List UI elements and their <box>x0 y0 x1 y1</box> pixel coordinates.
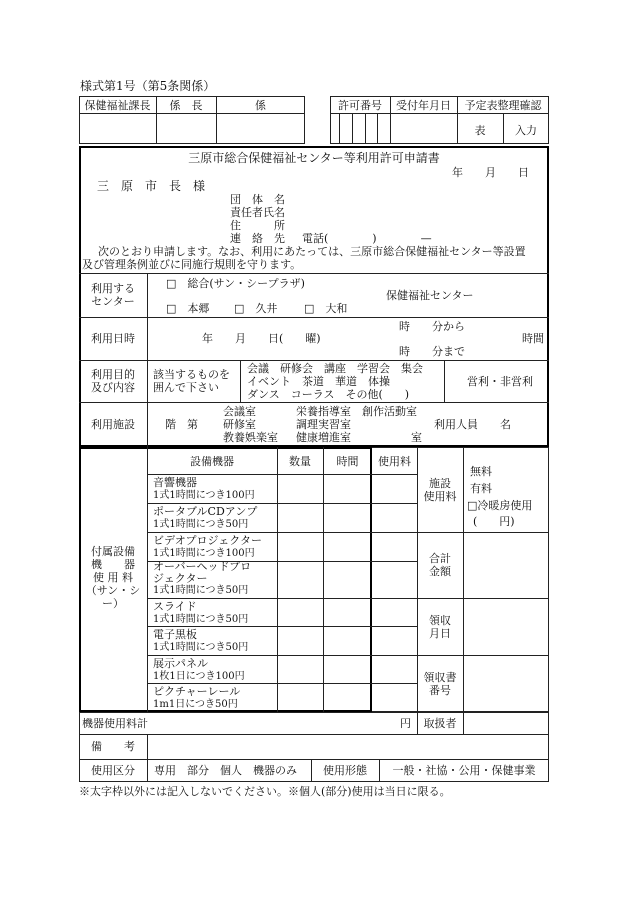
usage-category-options[interactable]: 専用 部分 個人 機器のみ <box>154 764 297 777</box>
purpose-options-3[interactable]: ダンス コーラス その他( ) <box>247 388 410 401</box>
aircon-checkbox[interactable]: □冷暖房使用 <box>467 499 533 512</box>
equipment-fee-label: 付属設備 機 器 使 用 料 （サン・シ ー） <box>85 545 141 610</box>
floor-field[interactable]: 階 第 <box>165 418 198 431</box>
total-amount-label: 合計 金額 <box>429 552 451 578</box>
col-fee: 使用料 <box>378 455 411 468</box>
usage-date-field[interactable]: 年 月 日( 曜) <box>202 332 321 345</box>
received-date-label: 受付年月日 <box>396 99 451 112</box>
purpose-label: 利用目的 及び内容 <box>91 368 135 394</box>
declaration-line-2: 及び管理条例並びに同施行規則を守ります。 <box>82 258 302 271</box>
equipment-ohp: オーバーヘッドプロ <box>153 560 252 573</box>
facility-label: 利用施設 <box>91 418 135 431</box>
aircon-fee-field[interactable]: ( 円) <box>473 515 515 528</box>
application-date: 年 月 日 <box>452 166 529 179</box>
room-col1-3[interactable]: 教養娯楽室 <box>223 431 278 444</box>
equipment-picture-rail: ピクチャーレール <box>153 685 241 698</box>
purpose-options-2[interactable]: イベント 茶道 華道 体操 <box>247 375 390 388</box>
form-number: 様式第1号（第5条関係） <box>80 79 216 93</box>
fee-paid[interactable]: 有料 <box>470 482 492 495</box>
room-col1-1[interactable]: 会議室 <box>223 405 256 418</box>
usage-form-options[interactable]: 一般・社協・公用・保健事業 <box>392 764 536 777</box>
header-staff: 係 <box>255 99 266 112</box>
phone-field[interactable]: 電話( ) — <box>302 232 432 245</box>
facility-fee-label: 施設 使用料 <box>423 477 457 503</box>
equipment-audio-rate: 1式1時間につき100円 <box>153 490 255 501</box>
equipment-video-projector-rate: 1式1時間につき100円 <box>153 548 255 559</box>
schedule-check-label: 予定表整理確認 <box>464 99 542 112</box>
footnote: ※太字枠以外には記入しないでください。※個人(部分)使用は当日に限る。 <box>79 785 451 798</box>
equipment-total-label: 機器使用料計 <box>82 717 148 730</box>
form-title: 三原市総合保健福祉センター等利用許可申請書 <box>188 151 440 165</box>
equipment-slide: スライド <box>153 600 197 613</box>
remarks-label: 備 考 <box>91 740 135 753</box>
col-quantity: 数量 <box>289 455 311 468</box>
contact-label: 連 絡 先 <box>230 232 285 245</box>
usage-form-label: 使用形態 <box>323 764 367 777</box>
equipment-picture-rail-rate: 1m1日につき50円 <box>153 699 238 710</box>
receipt-number-label: 領収書 番号 <box>423 671 457 697</box>
room-suffix: 室 <box>411 431 422 444</box>
equipment-cd-amp-rate: 1式1時間につき50円 <box>153 519 249 530</box>
center-kui-checkbox[interactable]: □ 久井 <box>234 302 278 315</box>
equipment-video-projector: ビデオプロジェクター <box>153 534 263 547</box>
purpose-instruction: 該当するものを 囲んで下さい <box>153 368 230 394</box>
equipment-whiteboard: 電子黒板 <box>153 628 197 641</box>
datetime-label: 利用日時 <box>91 332 135 345</box>
hours-field[interactable]: 時間 <box>522 332 544 345</box>
center-suffix: 保健福祉センター <box>386 289 474 302</box>
profit-type[interactable]: 営利・非営利 <box>467 375 533 388</box>
equipment-panel: 展示パネル <box>153 657 208 670</box>
usage-category-label: 使用区分 <box>91 764 135 777</box>
yen-unit: 円 <box>400 717 411 730</box>
purpose-options-1[interactable]: 会議 研修会 講座 学習会 集会 <box>247 362 423 375</box>
center-label: 利用する センター <box>91 282 135 308</box>
col-equipment: 設備機器 <box>190 455 234 468</box>
room-col2-2[interactable]: 調理実習室 <box>296 418 351 431</box>
equipment-audio: 音響機器 <box>153 476 197 489</box>
people-count-field[interactable]: 利用人員 名 <box>434 418 511 431</box>
room-col2-1[interactable]: 栄養指導室 創作活動室 <box>296 405 417 418</box>
addressee: 三 原 市 長 様 <box>97 179 206 193</box>
header-division-chief: 保健福祉課長 <box>84 99 151 112</box>
start-time-field[interactable]: 時 分から <box>399 320 465 333</box>
header-section-chief: 係 長 <box>169 99 203 112</box>
address-label: 住 所 <box>230 219 285 232</box>
rep-name-label: 責任者氏名 <box>230 206 285 219</box>
org-name-label: 団 体 名 <box>230 193 285 206</box>
permit-number-label: 許可番号 <box>338 99 382 112</box>
equipment-ohp-2: ジェクター <box>153 572 208 585</box>
table-label: 表 <box>474 124 486 137</box>
declaration-line-1: 次のとおり申請します。なお、利用にあたっては、三原市総合保健福祉センター等設置 <box>98 245 526 258</box>
equipment-panel-rate: 1枚1日につき100円 <box>153 671 245 682</box>
equipment-whiteboard-rate: 1式1時間につき50円 <box>153 642 249 653</box>
center-hongo-checkbox[interactable]: □ 本郷 <box>166 302 210 315</box>
equipment-ohp-rate: 1式1時間につき50円 <box>153 585 249 596</box>
col-time: 時間 <box>336 455 359 468</box>
room-col2-3[interactable]: 健康増進室 <box>296 431 351 444</box>
center-daiwa-checkbox[interactable]: □ 大和 <box>304 302 348 315</box>
receipt-date-label: 領収 月日 <box>429 614 451 640</box>
room-col1-2[interactable]: 研修室 <box>223 418 256 431</box>
fee-free[interactable]: 無料 <box>470 465 492 478</box>
input-label: 入力 <box>515 124 537 137</box>
center-general-checkbox[interactable]: □ 総合(サン・シープラザ) <box>166 277 305 290</box>
equipment-slide-rate: 1式1時間につき50円 <box>153 614 249 625</box>
handler-label: 取扱者 <box>423 717 457 730</box>
equipment-cd-amp: ポータブルCDアンプ <box>153 505 258 518</box>
end-time-field[interactable]: 時 分まで <box>399 345 465 358</box>
